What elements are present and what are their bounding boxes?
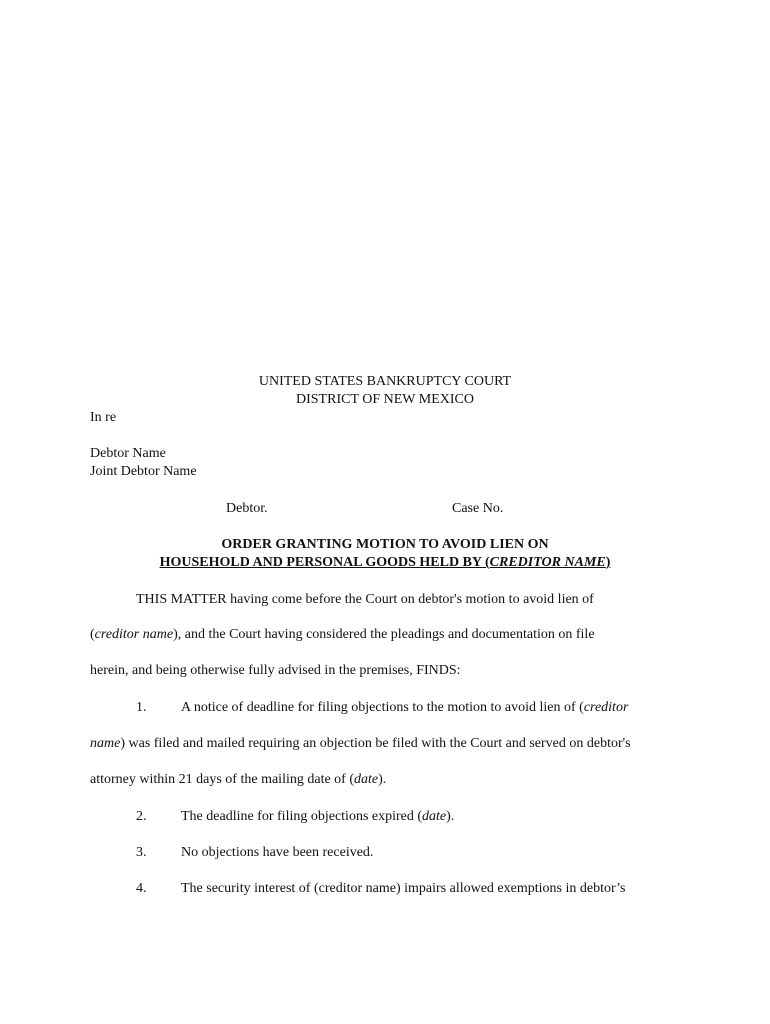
finding-1-line-3 [90,771,386,789]
order-title-line1: ORDER GRANTING MOTION TO AVOID LIEN ON [221,537,549,552]
finding-2-number: 2. [136,809,147,824]
in-re-label: In re [90,410,117,425]
finding-1-line-1 [181,699,628,717]
finding-1-number: 1. [136,700,147,715]
order-title-line2-prefix: HOUSEHOLD AND PERSONAL GOODS HELD BY ( [159,555,490,570]
finding-4-text: The security interest of (creditor name) impairs allowed exemptions in debtor’s [181,881,626,896]
finding-1-line-3-text: attorney within 21 days of the mailing date of ( [90,772,354,787]
intro-line-1: THIS MATTER having come before the Court on debtor's motion to avoid lien of [136,592,594,607]
intro-line-2-rest: ), and the Court having considered the pleadings and documentation on file [173,627,595,642]
finding-2-date: date [422,809,447,824]
finding-1-line-1-italic: creditor [583,700,629,715]
intro-creditor-name: creditor name [94,627,174,642]
case-number-label: Case No. [452,501,504,516]
court-name: UNITED STATES BANKRUPTCY COURT [258,374,512,389]
finding-2-text [181,808,454,826]
intro-line-2: (creditor name), and the Court having considered the pleadings and documentation on file [90,627,595,642]
order-title-line2 [0,554,770,572]
finding-1-line-2-italic: name [90,736,121,751]
finding-1-line-2 [90,735,631,753]
debtor-label: Debtor. [226,501,268,516]
finding-1-line-3-end: ). [378,772,387,787]
intro-line-3: herein, and being otherwise fully advised in the premises, FINDS: [90,663,461,678]
finding-4-number: 4. [136,881,147,896]
finding-2-text-end: ). [446,809,455,824]
order-title-line2-suffix: ) [605,555,611,570]
finding-3-text: No objections have been received. [181,845,374,860]
finding-2-text-main: The deadline for filing objections expired ( [181,809,423,824]
joint-debtor-name: Joint Debtor Name [90,464,197,479]
court-district: DISTRICT OF NEW MEXICO [296,392,474,407]
finding-1-line-2-text: ) was filed and mailed requiring an objection be filed with the Court and served on debtor's [120,736,631,751]
debtor-name: Debtor Name [90,446,166,461]
finding-1-line-1-text: A notice of deadline for filing objections to the motion to avoid lien of ( [181,700,584,715]
finding-1-date: date [354,772,379,787]
finding-3-number: 3. [136,845,147,860]
order-title-creditor-name: CREDITOR NAME [489,555,606,570]
